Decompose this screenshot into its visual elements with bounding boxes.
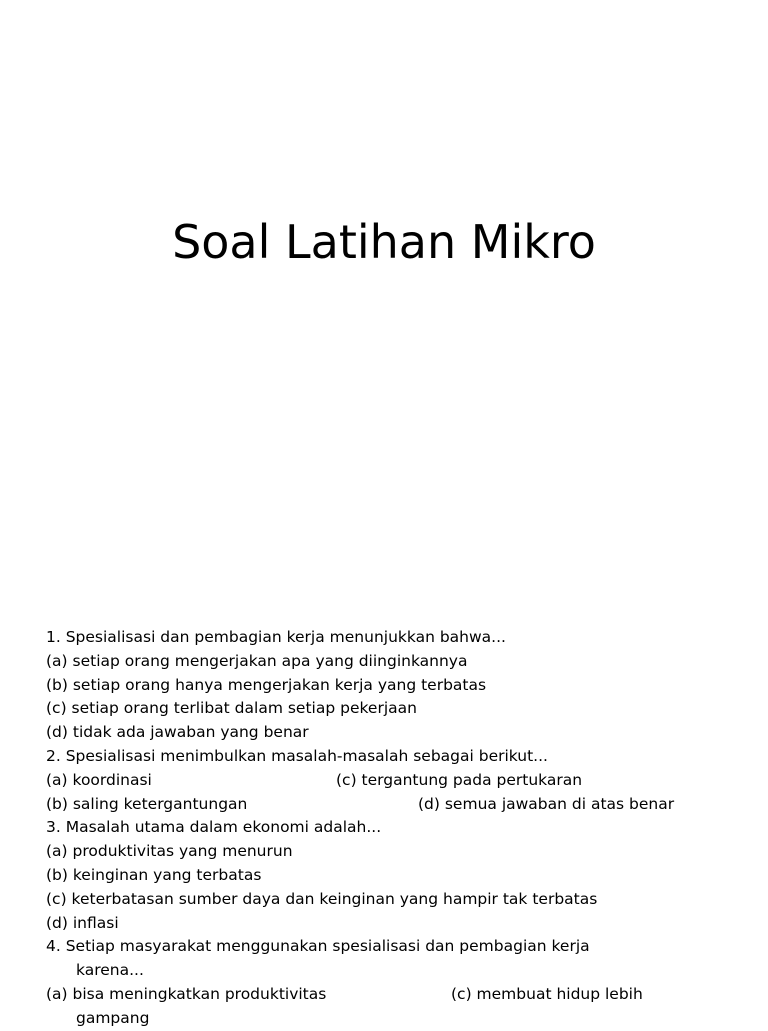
question-4-option-c-continued: gampang [76, 1008, 150, 1027]
quiz-questions [46, 626, 746, 1031]
question-2-option-a: (a) koordinasi [46, 770, 152, 789]
question-2-stem: 2. Spesialisasi menimbulkan masalah-masalah sebagai berikut... [46, 746, 548, 765]
question-4-row-1 [46, 983, 746, 1007]
question-2-option-c: (c) tergantung pada pertukaran [336, 770, 583, 789]
question-3-stem: 3. Masalah utama dalam ekonomi adalah... [46, 818, 382, 837]
question-1-option-d: (d) tidak ada jawaban yang benar [46, 723, 309, 742]
question-1-option-b: (b) setiap orang hanya mengerjakan kerja yang terbatas [46, 675, 487, 694]
question-4-stem-continued: karena... [76, 961, 144, 980]
question-4-option-a: (a) bisa meningkatkan produktivitas [46, 984, 327, 1003]
question-2-row-1 [46, 769, 746, 793]
question-3-option-b: (b) keinginan yang terbatas [46, 865, 262, 884]
question-4-stem: 4. Setiap masyarakat menggunakan spesialisasi dan pembagian kerja [46, 937, 590, 956]
question-3-option-d: (d) inflasi [46, 913, 119, 932]
question-4-option-c: (c) membuat hidup lebih [451, 984, 643, 1003]
question-1-stem: 1. Spesialisasi dan pembagian kerja menunjukkan bahwa... [46, 628, 506, 646]
slide-title: Soal Latihan Mikro [172, 215, 596, 269]
question-2-option-b: (b) saling ketergantungan [46, 794, 248, 813]
question-2-option-d: (d) semua jawaban di atas benar [418, 794, 675, 813]
question-2-row-2 [46, 793, 746, 817]
question-3-option-c: (c) keterbatasan sumber daya dan keinginan yang hampir tak terbatas [46, 889, 598, 908]
question-1-option-a: (a) setiap orang mengerjakan apa yang diinginkannya [46, 651, 468, 670]
question-1-option-c: (c) setiap orang terlibat dalam setiap pekerjaan [46, 699, 417, 718]
question-3-option-a: (a) produktivitas yang menurun [46, 842, 293, 861]
